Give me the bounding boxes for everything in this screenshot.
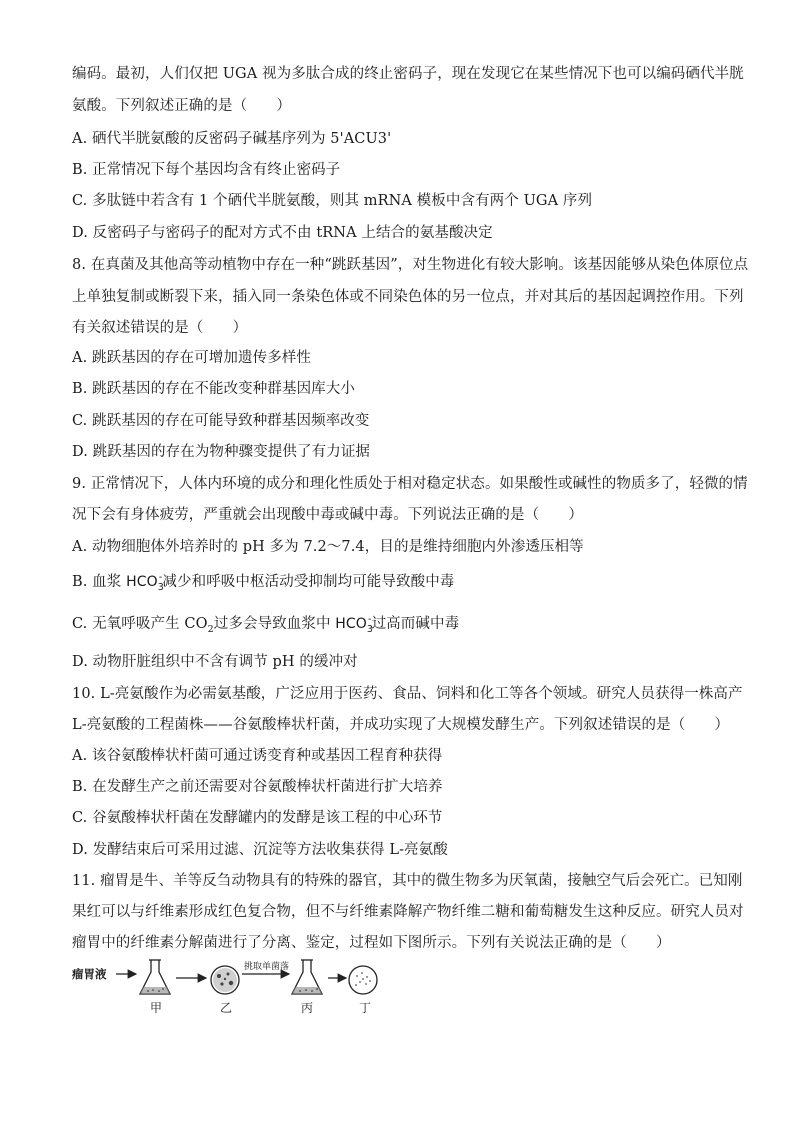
label-ding: 丁 — [359, 1001, 372, 1015]
label-yi: 乙 — [220, 1001, 233, 1015]
label-jia: 甲 — [150, 1001, 163, 1015]
q9-option-c-middle: 过多会导致血浆中 — [213, 616, 336, 632]
q7-option-c: C. 多肽链中若含有 1 个硒代半胱氨酸，则其 mRNA 模板中含有两个 UGA 序列 — [72, 193, 593, 209]
pick-colony-label: 挑取单菌落 — [244, 962, 290, 972]
q7-option-d: D. 反密码子与密码子的配对方式不由 tRNA 上结合的氨基酸决定 — [72, 225, 493, 241]
q9-option-b-prefix: B. 血浆 — [72, 574, 127, 590]
q9-option-c — [72, 614, 726, 636]
q8-option-d: D. 跳跃基因的存在为物种骤变提供了有力证据 — [72, 444, 371, 460]
q8-option-c: C. 跳跃基因的存在可能导致种群基因频率改变 — [72, 413, 370, 429]
q7-stem-line-1: 编码。最初，人们仅把 UGA 视为多肽合成的终止密码子，现在发现它在某些情况下也可以编码硒代半胱 — [72, 66, 744, 82]
flask-jia-icon — [140, 960, 170, 994]
petri-dish-ding-icon — [349, 966, 377, 994]
co2-subscript: 2 — [207, 624, 214, 635]
q9-stem-line-2: 况下会有身体疲劳，严重就会出现酸中毒或碱中毒。下列说法正确的是（ ） — [72, 507, 583, 523]
q9-option-c-rest: 过高而碱中毒 — [371, 616, 460, 632]
q8-stem-line-2: 上单独复制或断裂下来，插入同一条染色体或不同染色体的另一位点，并对其后的基因起调控作用。下列 — [72, 289, 744, 305]
q10-stem-line-2: L-亮氨酸的工程菌株——谷氨酸棒状杆菌，并成功实现了大规模发酵生产。下列叙述错误的是（ ） — [72, 717, 730, 733]
q9-option-c-prefix: C. 无氧呼吸产生 CO — [72, 616, 208, 632]
q9-option-d: D. 动物肝脏组织中不含有调节 pH 的缓冲对 — [72, 654, 358, 670]
q8-option-b: B. 跳跃基因的存在不能改变种群基因库大小 — [72, 381, 355, 397]
q9-stem-line-1: 9. 正常情况下，人体内环境的成分和理化性质处于相对稳定状态。如果酸性或碱性的物质多了，轻微的情 — [72, 476, 748, 492]
q10-option-d: D. 发酵结束后可采用过滤、沉淀等方法收集获得 L-亮氨酸 — [72, 842, 448, 858]
q11-stem-line-1: 11. 瘤胃是牛、羊等反刍动物具有的特殊的器官，其中的微生物多为厌氧菌，接触空气后会死亡。已知刚 — [72, 873, 743, 889]
q8-stem-line-3: 有关叙述错误的是（ ） — [72, 320, 248, 336]
rumen-fluid-label: 瘤胃液 — [72, 967, 107, 981]
flask-bing-icon — [292, 960, 322, 994]
q7-option-a: A. 硒代半胱氨酸的反密码子碱基序列为 5'ACU3' — [72, 131, 392, 147]
q10-option-c: C. 谷氨酸棒状杆菌在发酵罐内的发酵是该工程的中心环节 — [72, 810, 443, 826]
q8-option-a: A. 跳跃基因的存在可增加遗传多样性 — [72, 350, 311, 366]
bicarbonate-formula: $HCO_3^-$ — [126, 572, 164, 593]
q10-option-a: A. 该谷氨酸棒状杆菌可通过诱变育种或基因工程育种获得 — [72, 748, 443, 764]
q10-stem-line-1: 10. L-亮氨酸作为必需氨基酸，广泛应用于医药、食品、饲料和化工等各个领域。研究人员获得一株高产 — [72, 686, 743, 702]
q10-option-b: B. 在发酵生产之前还需要对谷氨酸棒状杆菌进行扩大培养 — [72, 779, 443, 795]
q11-stem-line-3: 瘤胃中的纤维素分解菌进行了分离、鉴定，过程如下图所示。下列有关说法正确的是（ ） — [72, 935, 671, 951]
isolation-flow-diagram — [72, 958, 492, 1018]
q7-option-b: B. 正常情况下每个基因均含有终止密码子 — [72, 162, 341, 178]
q8-stem-line-1: 8. 在真菌及其他高等动植物中存在一种“跳跃基因”，对生物进化有较大影响。该基因能够从染色体原位点 — [72, 257, 749, 273]
bicarbonate-formula: $HCO_3^-$ — [335, 614, 374, 635]
q9-option-b-rest: 减少和呼吸中枢活动受抑制均可能导致酸中毒 — [162, 574, 455, 590]
label-bing: 丙 — [301, 1001, 314, 1015]
q9-option-b — [72, 572, 726, 594]
q11-stem-line-2: 果红可以与纤维素形成红色复合物，但不与纤维素降解产物纤维二糖和葡萄糖发生这种反应。研究人员对 — [72, 904, 744, 920]
petri-dish-yi-icon — [211, 966, 239, 994]
q9-option-a: A. 动物细胞体外培养时的 pH 多为 7.2～7.4，目的是维持细胞内外渗透压相等 — [72, 539, 584, 555]
q7-stem-line-2: 氨酸。下列叙述正确的是（ ） — [72, 98, 291, 114]
